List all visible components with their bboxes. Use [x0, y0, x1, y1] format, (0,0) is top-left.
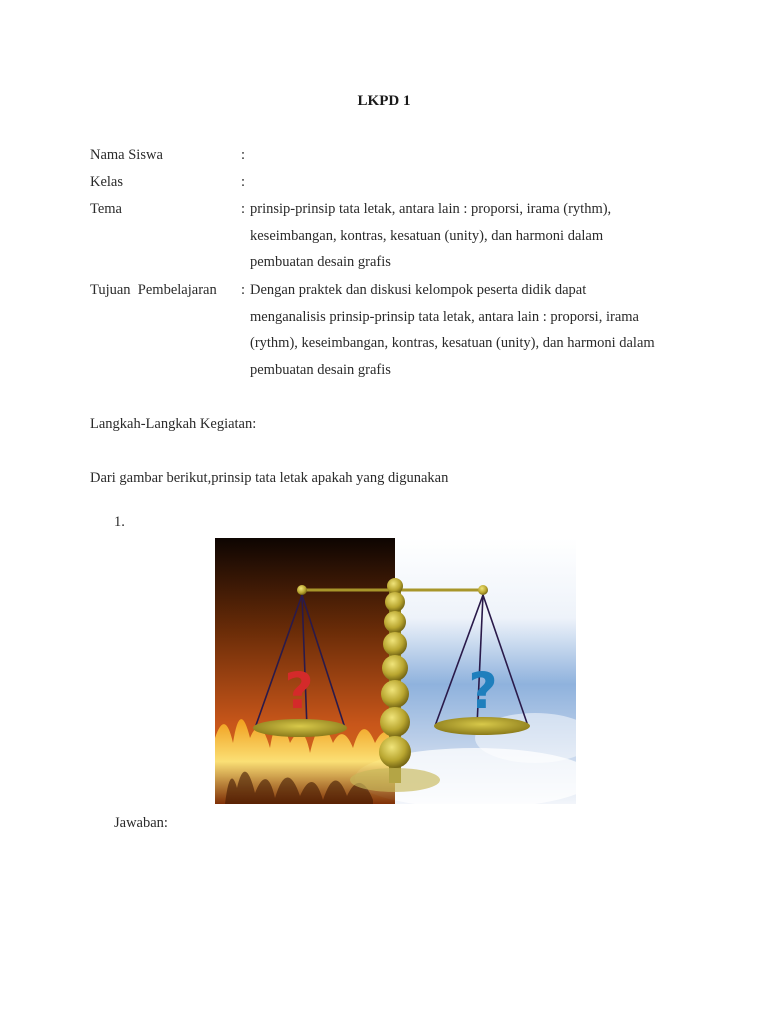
field-colon: : — [241, 174, 246, 190]
field-label: Tema — [90, 201, 122, 217]
answer-label: Jawaban: — [114, 815, 168, 831]
field-value-line: pembuatan desain grafis — [250, 361, 391, 378]
field-label: Nama Siswa — [90, 147, 163, 163]
field-value-line: pembuatan desain grafis — [250, 254, 391, 270]
question-number: 1. — [114, 514, 125, 530]
instruction-text: Dari gambar berikut,prinsip tata letak apakah yang digunakan — [90, 470, 449, 486]
field-value-line: menganalisis prinsip-prinsip tata letak, antara lain : proporsi, irama — [250, 308, 639, 325]
left-question-mark: ? — [284, 662, 314, 720]
right-question-mark: ? — [468, 662, 498, 720]
balance-scale-image — [215, 538, 576, 804]
field-colon: : — [241, 282, 246, 298]
balance-scale-illustration — [215, 538, 576, 804]
field-value-line: Dengan praktek dan diskusi kelompok peserta didik dapat — [250, 282, 587, 298]
steps-heading: Langkah-Langkah Kegiatan: — [90, 416, 257, 432]
field-value-line: keseimbangan, kontras, kesatuan (unity), dan harmoni dalam — [250, 227, 604, 244]
field-colon: : — [241, 201, 246, 217]
field-value-line: prinsip-prinsip tata letak, antara lain : proporsi, irama (rythm), — [250, 201, 612, 217]
document-title: LKPD 1 — [357, 93, 411, 109]
field-label: Kelas — [90, 174, 124, 190]
field-colon: : — [241, 147, 246, 163]
field-label: Tujuan Pembelajaran — [90, 282, 217, 298]
field-value-line: (rythm), keseimbangan, kontras, kesatuan (unity), dan harmoni dalam — [250, 335, 655, 351]
